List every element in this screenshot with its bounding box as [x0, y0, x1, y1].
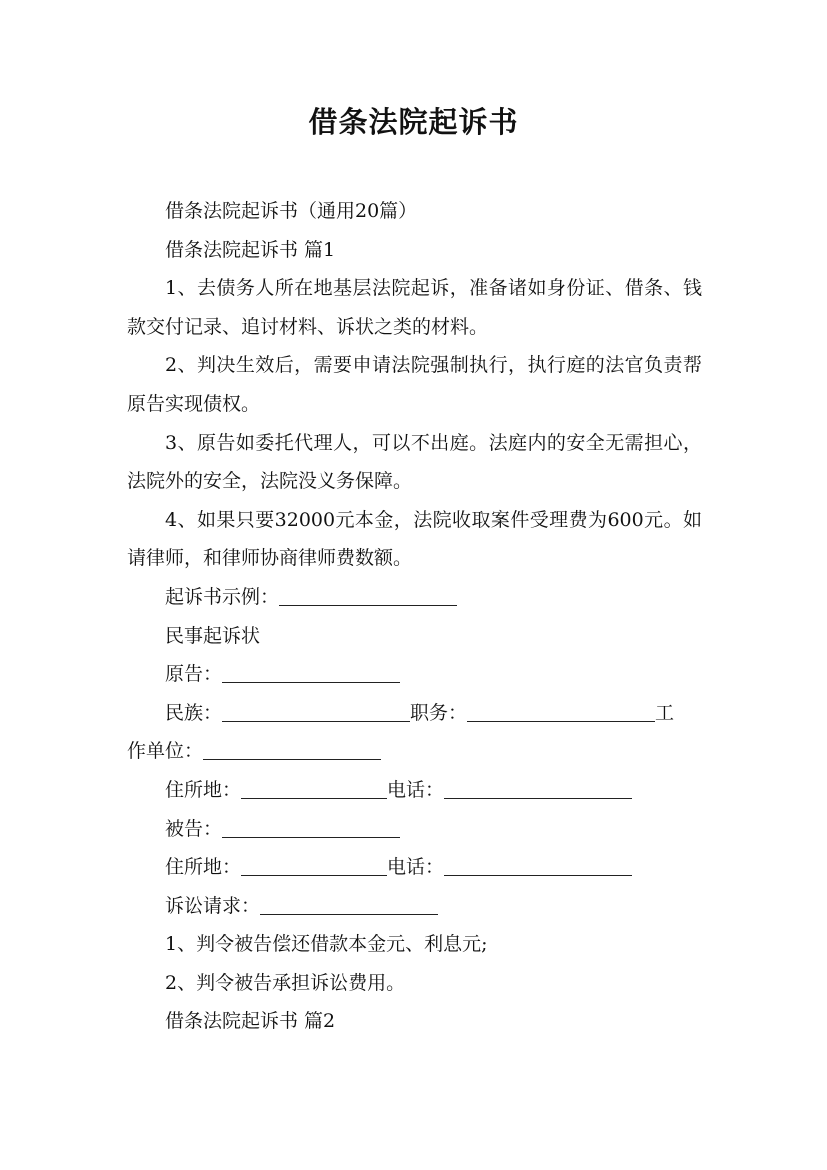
defendant-residence-label: 住所地：: [165, 856, 242, 879]
defendant-residence-blank: [241, 856, 387, 876]
residence-blank: [241, 779, 387, 799]
point-2: 2、判决生效后，需要申请法院强制执行，执行庭的法官负责帮原告实现债权。: [127, 354, 702, 415]
claim-1: 1、判令被告偿还借款本金元、利息元;: [165, 933, 488, 956]
example-blank: [279, 586, 457, 606]
section-heading-1: 借条法院起诉书 篇1: [165, 238, 336, 261]
document-subtitle: 借条法院起诉书（通用20篇）: [165, 200, 418, 222]
defendant-label: 被告：: [165, 817, 223, 840]
point-3: 3、原告如委托代理人，可以不出庭。法庭内的安全无需担心，法院外的安全，法院没义务保障。: [127, 431, 702, 493]
work-unit-line: [127, 732, 702, 771]
claims-label: 诉讼请求：: [165, 894, 261, 917]
work-unit-blank: [203, 740, 381, 760]
claims-blank: [260, 895, 438, 915]
example-line: [127, 578, 702, 617]
phone-label: 电话：: [387, 778, 445, 801]
position-label: 职务：: [410, 701, 468, 724]
plaintiff-residence-line: [127, 771, 702, 810]
ethnicity-label: 民族：: [165, 701, 223, 724]
document-title: 借条法院起诉书: [308, 105, 519, 139]
plaintiff-line: [127, 655, 702, 694]
defendant-phone-blank: [444, 856, 632, 876]
claim-2: 2、判令被告承担诉讼费用。: [165, 971, 406, 994]
document-body: [127, 192, 702, 1041]
defendant-blank: [222, 818, 400, 838]
defendant-phone-label: 电话：: [387, 856, 445, 879]
example-label: 起诉书示例：: [165, 585, 280, 608]
work-unit-label: 作单位：: [127, 740, 204, 763]
defendant-residence-line: [127, 848, 702, 887]
section-heading-2: 借条法院起诉书 篇2: [165, 1010, 336, 1033]
position-blank: [467, 702, 655, 722]
phone-blank: [444, 779, 632, 799]
ethnicity-position-line: [127, 694, 702, 733]
plaintiff-blank: [222, 663, 400, 683]
plaintiff-label: 原告：: [165, 663, 223, 686]
work-unit-prefix: 工: [655, 701, 675, 724]
point-4: 4、如果只要32000元本金，法院收取案件受理费为600元。如请律师，和律师协商律师费数额。: [127, 508, 702, 570]
defendant-line: [127, 810, 702, 849]
ethnicity-blank: [222, 702, 410, 722]
residence-label: 住所地：: [165, 778, 242, 801]
claims-line: [127, 887, 702, 926]
doc-type: 民事起诉状: [165, 624, 261, 647]
point-1: 1、去债务人所在地基层法院起诉，准备诸如身份证、借条、钱款交付记录、追讨材料、诉状之类的材料。: [127, 277, 702, 338]
